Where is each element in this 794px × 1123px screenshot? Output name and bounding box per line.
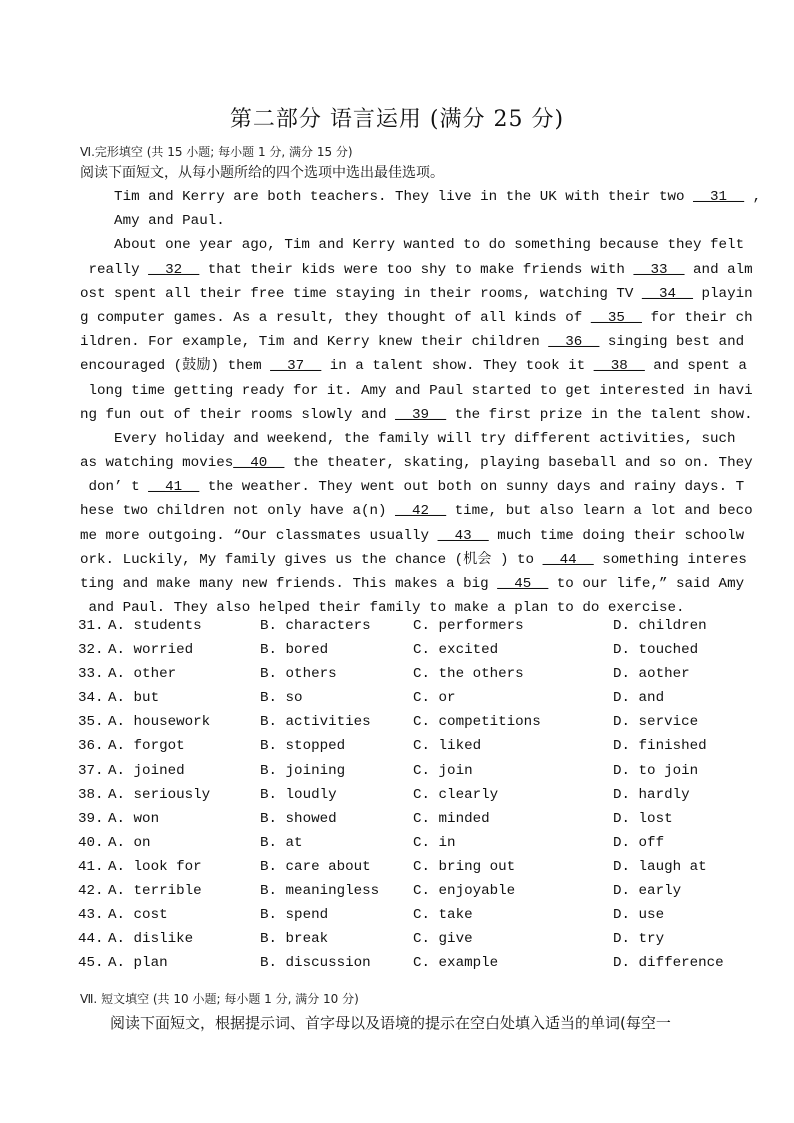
question-number: 37.: [78, 762, 104, 779]
option-a: A. seriously: [108, 786, 211, 803]
option-c: C. excited: [413, 642, 499, 659]
passage-text: and alm: [684, 261, 753, 278]
passage-text: to our life,” said Amy: [548, 576, 745, 592]
passage-line: [80, 427, 736, 451]
passage-text: Tim and Kerry are both teachers. They live in the UK with their two: [80, 189, 693, 205]
question-number: 41.: [78, 858, 104, 875]
passage-line: [80, 475, 745, 499]
passage-line: [80, 185, 762, 209]
option-b: B. at: [260, 834, 303, 851]
passage-line: [80, 282, 753, 306]
option-b: B. characters: [260, 618, 371, 634]
option-c: C. liked: [413, 738, 482, 755]
option-c: C. in: [413, 834, 456, 851]
option-c: C. the others: [413, 666, 524, 683]
question-number: 38.: [78, 786, 104, 803]
option-a: A. on: [108, 834, 151, 851]
question-number: 39.: [78, 810, 104, 827]
option-d: D. touched: [613, 642, 699, 659]
option-b: B. spend: [260, 907, 329, 924]
option-b: B. meaningless: [260, 883, 380, 900]
blank: __44__: [542, 551, 594, 568]
option-a: A. won: [108, 810, 160, 827]
passage-text: ork. Luckily, My family gives us the chance (机会 ) to: [80, 551, 543, 568]
option-a: A. housework: [108, 714, 211, 731]
option-c: C. performers: [413, 618, 524, 634]
option-d: D. try: [613, 931, 665, 948]
passage-text: for their ch: [641, 309, 753, 326]
option-row: [78, 763, 738, 787]
passage-line: [80, 354, 747, 378]
passage-text: playin: [693, 285, 753, 302]
passage-line: [80, 258, 753, 282]
passage-text: ting and make many new friends. This makes a big: [80, 576, 498, 592]
option-row: [78, 714, 738, 738]
option-a: A. students: [108, 618, 202, 634]
option-row: [78, 835, 738, 859]
option-a: A. terrible: [108, 883, 202, 900]
option-a: A. worried: [108, 642, 194, 659]
passage-line: [80, 233, 745, 257]
passage-line: [80, 330, 745, 354]
blank: __42__: [395, 503, 447, 520]
option-b: B. bored: [260, 642, 329, 659]
option-b: B. showed: [260, 810, 337, 827]
passage-text: the first prize in the talent show.: [446, 406, 753, 423]
option-row: [78, 642, 738, 666]
passage-text: hese two children not only have a(n): [80, 503, 396, 520]
passage-text: ng fun out of their rooms slowly and: [80, 406, 396, 423]
option-a: A. plan: [108, 955, 168, 972]
option-b: B. loudly: [260, 786, 337, 803]
passage-text: g computer games. As a result, they thought of all kinds of: [80, 309, 591, 326]
passage-text: don’ t: [80, 479, 149, 496]
option-d: D. children: [613, 618, 707, 634]
option-c: C. or: [413, 690, 456, 707]
option-b: B. care about: [260, 858, 371, 875]
question-number: 42.: [78, 883, 104, 900]
option-a: A. cost: [108, 907, 168, 924]
passage-text: encouraged (鼓励) them: [80, 358, 271, 375]
blank: __43__: [437, 527, 489, 544]
option-b: B. so: [260, 690, 303, 707]
passage-line: [80, 451, 753, 475]
question-number: 32.: [78, 642, 104, 659]
passage-text: and Paul. They also helped their family to make a plan to do exercise.: [80, 600, 685, 617]
passage-text: much time doing their schoolw: [488, 527, 745, 544]
passage-text: the theater, skating, playing baseball and so on. They: [284, 455, 753, 472]
page-title: 第二部分 语言运用 (满分 25 分): [229, 107, 565, 132]
option-d: D. aother: [613, 666, 690, 683]
option-row: [78, 883, 738, 907]
option-row: [78, 738, 738, 762]
passage-text: ildren. For example, Tim and Kerry knew their children: [80, 334, 549, 351]
option-c: C. minded: [413, 810, 490, 827]
question-number: 44.: [78, 931, 104, 948]
option-c: C. take: [413, 907, 473, 924]
blank: __38__: [593, 358, 645, 375]
option-c: C. give: [413, 931, 473, 948]
passage-text: Every holiday and weekend, the family will try different activities, such: [80, 430, 736, 447]
option-d: D. lost: [613, 810, 673, 827]
blank: __39__: [395, 406, 447, 423]
option-a: A. other: [108, 666, 177, 683]
passage-text: as watching movies: [80, 455, 234, 472]
question-number: 33.: [78, 666, 104, 683]
passage-text: long time getting ready for it. Amy and Paul started to get interested in havi: [80, 382, 753, 399]
passage-text: me more outgoing. “Our classmates usually: [80, 527, 438, 544]
blank: __40__: [233, 455, 285, 472]
blank: __34__: [641, 285, 694, 302]
passage-line: [80, 572, 745, 596]
option-c: C. bring out: [413, 858, 516, 875]
section-7-instruction: 阅读下面短文，根据提示词、首字母以及语境的提示在空白处填入适当的单词(每空一: [110, 1014, 671, 1032]
blank: __41__: [148, 479, 200, 496]
option-b: B. stopped: [260, 738, 346, 755]
passage-line: [80, 306, 753, 330]
passage-text: time, but also learn a lot and beco: [446, 503, 753, 520]
question-number: 31.: [78, 618, 104, 634]
option-a: A. forgot: [108, 738, 185, 755]
options-list: [78, 618, 738, 979]
option-c: C. enjoyable: [413, 883, 516, 900]
option-d: D. service: [613, 714, 699, 731]
option-c: C. clearly: [413, 786, 499, 803]
passage-line: [80, 548, 747, 572]
option-d: D. early: [613, 883, 682, 900]
option-row: [78, 787, 738, 811]
passage-text: something interes: [593, 551, 747, 568]
option-b: B. discussion: [260, 955, 371, 972]
question-number: 45.: [78, 955, 104, 972]
section-6-label: Ⅵ.完形填空 (共 15 小题; 每小题 1 分, 满分 15 分): [80, 145, 353, 159]
option-d: D. difference: [613, 955, 724, 972]
blank: __45__: [497, 576, 549, 592]
question-number: 40.: [78, 834, 104, 851]
passage-line: [80, 499, 753, 523]
passage-line: [80, 379, 753, 403]
option-row: [78, 907, 738, 931]
passage-line: [80, 524, 745, 548]
cloze-passage: [80, 185, 762, 620]
passage-line: [80, 596, 720, 620]
option-d: D. laugh at: [613, 858, 707, 875]
option-row: [78, 811, 738, 835]
passage-text: the weather. They went out both on sunny days and rainy days. T: [199, 479, 745, 496]
section-7-label: Ⅶ. 短文填空 (共 10 小题; 每小题 1 分, 满分 10 分): [80, 992, 359, 1006]
blank: __35__: [590, 309, 642, 326]
question-number: 43.: [78, 907, 104, 924]
passage-text: in a talent show. They took it: [321, 358, 594, 375]
option-d: D. off: [613, 834, 665, 851]
passage-text: that their kids were too shy to make friends with: [199, 261, 634, 278]
option-row: [78, 955, 738, 979]
option-c: C. competitions: [413, 714, 541, 731]
passage-text: About one year ago, Tim and Kerry wanted to do something because they felt: [80, 237, 745, 254]
passage-text: Amy and Paul.: [80, 213, 225, 230]
option-d: D. hardly: [613, 786, 690, 803]
blank: __33__: [633, 261, 685, 278]
blank: __31__: [693, 189, 745, 205]
option-row: [78, 690, 738, 714]
option-row: [78, 618, 738, 642]
blank: __37__: [270, 358, 322, 375]
option-b: B. activities: [260, 714, 371, 731]
passage-text: ,: [744, 189, 762, 205]
option-a: A. but: [108, 690, 160, 707]
question-number: 35.: [78, 714, 104, 731]
option-c: C. example: [413, 955, 499, 972]
option-row: [78, 931, 738, 955]
question-number: 34.: [78, 690, 104, 707]
option-d: D. use: [613, 907, 665, 924]
option-row: [78, 666, 738, 690]
blank: __36__: [548, 334, 600, 351]
option-d: D. to join: [613, 762, 699, 779]
option-b: B. others: [260, 666, 337, 683]
option-d: D. and: [613, 690, 665, 707]
option-b: B. break: [260, 931, 329, 948]
option-row: [78, 859, 738, 883]
passage-text: ost spent all their free time staying in their rooms, watching TV: [80, 285, 642, 302]
passage-line: [80, 403, 753, 427]
passage-text: and spent a: [644, 358, 747, 375]
option-c: C. join: [413, 762, 473, 779]
option-a: A. joined: [108, 762, 185, 779]
option-a: A. look for: [108, 858, 202, 875]
passage-text: really: [80, 261, 149, 278]
option-d: D. finished: [613, 738, 707, 755]
question-number: 36.: [78, 738, 104, 755]
passage-text: singing best and: [599, 334, 745, 351]
option-a: A. dislike: [108, 931, 194, 948]
section-6-instruction: 阅读下面短文，从每小题所给的四个选项中选出最佳选项。: [80, 165, 444, 181]
option-b: B. joining: [260, 762, 346, 779]
passage-line: [80, 209, 720, 233]
blank: __32__: [148, 261, 200, 278]
